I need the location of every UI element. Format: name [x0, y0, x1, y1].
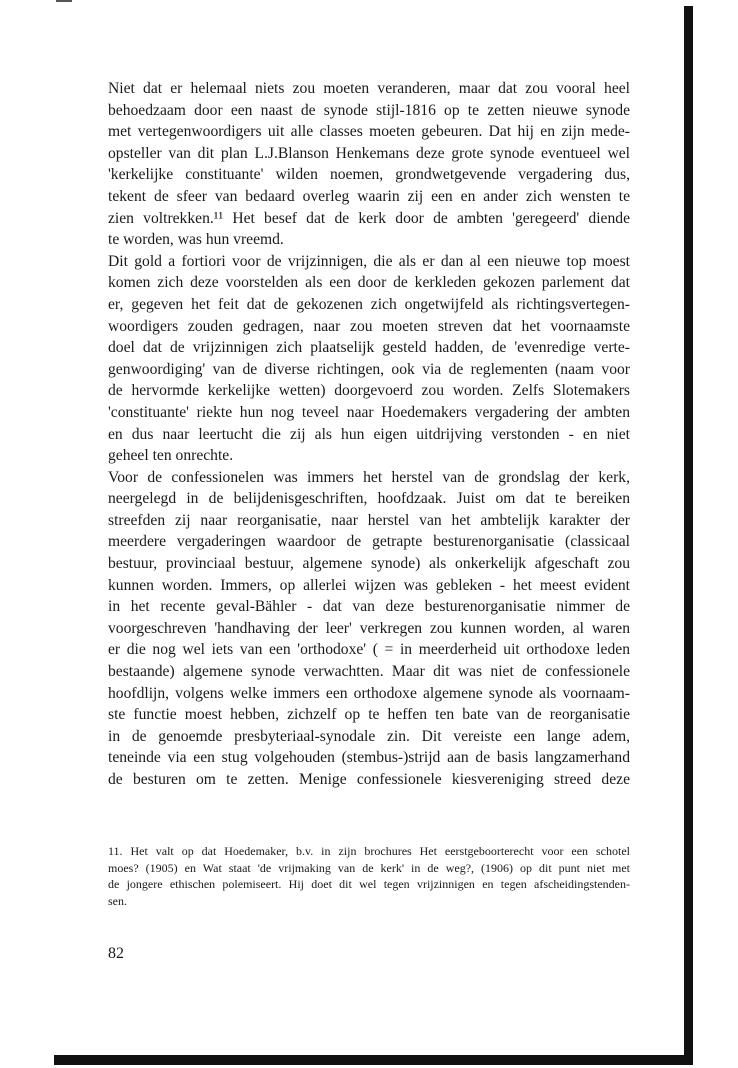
body-line: doel dat de vrijzinnigen zich plaatselijk gesteld hadden, de 'evenredige verte- [108, 339, 630, 357]
body-line: bestuur, provinciaal bestuur, algemene synode) als onkerkelijk afgeschaft zou [108, 555, 630, 573]
body-line: zien voltrekken.¹¹ Het besef dat de kerk door de ambten 'geregeerd' diende [108, 209, 630, 227]
body-line: komen zich deze voorstelden als een door de kerkleden gekozen parlement dat [108, 274, 630, 292]
footnote-line: 11. Het valt op dat Hoedemaker, b.v. in zijn brochures Het eerstgeboorterecht voor een schotel [108, 844, 630, 858]
footnote [108, 843, 630, 909]
footnote-line: de jongere ethischen polemiseert. Hij doet dit wel tegen vrijzinnigen en tegen afscheidingstenden- [108, 877, 630, 891]
body-line: geheel ten onrechte. [108, 447, 234, 465]
body-line: er die nog wel iets van een 'orthodoxe' ( = in meerderheid uit orthodoxe leden [108, 641, 630, 659]
footnote-line: sen. [108, 893, 127, 908]
body-line: en dus naar leertucht die zij als hun eigen uitdrijving verstonden - en niet [108, 425, 630, 443]
body-line: behoedzaam door een naast de synode stijl-1816 op te zetten nieuwe synode [108, 101, 630, 119]
body-line: in de genoemde presbyteriaal-synodale zin. Dit vereiste een lange adem, [108, 727, 630, 745]
body-line: 'constituante' riekte hun nog teveel naar Hoedemakers vergadering der ambten [108, 403, 630, 421]
body-line: voorgeschreven 'handhaving der leer' verkregen zou kunnen worden, al waren [108, 619, 630, 637]
body-line: streefden zij naar reorganisatie, naar herstel van het ambtelijk karakter der [108, 511, 630, 529]
footnote-line: moes? (1905) en Wat staat 'de vrijmaking van de kerk' in de weg?, (1906) op dit punt niet met [108, 860, 630, 875]
body-line: woordigers zouden gedragen, naar zou moeten streven dat het voornaamste [108, 317, 630, 335]
right-scan-border [684, 6, 693, 1055]
body-line: hoofdlijn, volgens welke immers een orthodoxe algemene synode als voornaam- [108, 684, 630, 702]
body-line: genwoordiging' van de diverse richtingen, ook via de reglementen (naam voor [108, 360, 630, 378]
body-line: in het recente geval-Bähler - dat van deze besturenorganisatie nimmer de [108, 598, 630, 616]
body-line: te worden, was hun vreemd. [108, 231, 284, 249]
body-line: meerdere vergaderingen waardoor de getrapte besturenorganisatie (classicaal [108, 533, 630, 551]
body-line: ste functie moest hebben, zichzelf op te heffen ten bate van de reorganisatie [108, 706, 630, 724]
body-line: kunnen worden. Immers, op allerlei wijzen was gebleken - het meest evident [108, 576, 630, 594]
body-line: Niet dat er helemaal niets zou moeten veranderen, maar dat zou vooral heel [108, 80, 630, 97]
body-line: de besturen om te zetten. Menige confessionele kiesvereniging streed deze [108, 771, 630, 788]
top-edge-mark [56, 0, 72, 2]
body-line: bestaande) algemene synode verwachtten. Maar dit was niet de confessionele [108, 663, 630, 681]
body-line: Voor de confessionelen was immers het herstel van de grondslag der kerk, [108, 468, 630, 486]
body-line: neergelegd in de belijdenisgeschriften, hoofdzaak. Juist om dat te bereiken [108, 490, 630, 508]
body-line: er, gegeven het feit dat de gekozenen zich ongetwijfeld als richtingsvertegen- [108, 295, 630, 313]
body-line: teneinde via een stug volgehouden (stembus-)strijd aan de basis langzamerhand [108, 749, 630, 767]
page-number: 82 [108, 945, 124, 962]
body-line: tekent de sfeer van bedaard overleg waarin zij een en ander zich wensten te [108, 187, 630, 205]
body-line: opsteller van dit plan L.J.Blanson Henkemans deze grote synode eventueel wel [108, 144, 630, 162]
body-text [108, 78, 630, 791]
bottom-scan-border [54, 1055, 693, 1065]
body-line: de hervormde kerkelijke wetten) doorgevoerd zou worden. Zelfs Slotemakers [108, 382, 630, 400]
body-line: met vertegenwoordigers uit alle classes moeten gebeuren. Dat hij en zijn mede- [108, 123, 630, 141]
body-line: 'kerkelijke constituante' wilden noemen, grondwetgevende vergadering dus, [108, 166, 630, 184]
body-line: Dit gold a fortiori voor de vrijzinnigen, die als er dan al een nieuwe top moest [108, 252, 630, 270]
